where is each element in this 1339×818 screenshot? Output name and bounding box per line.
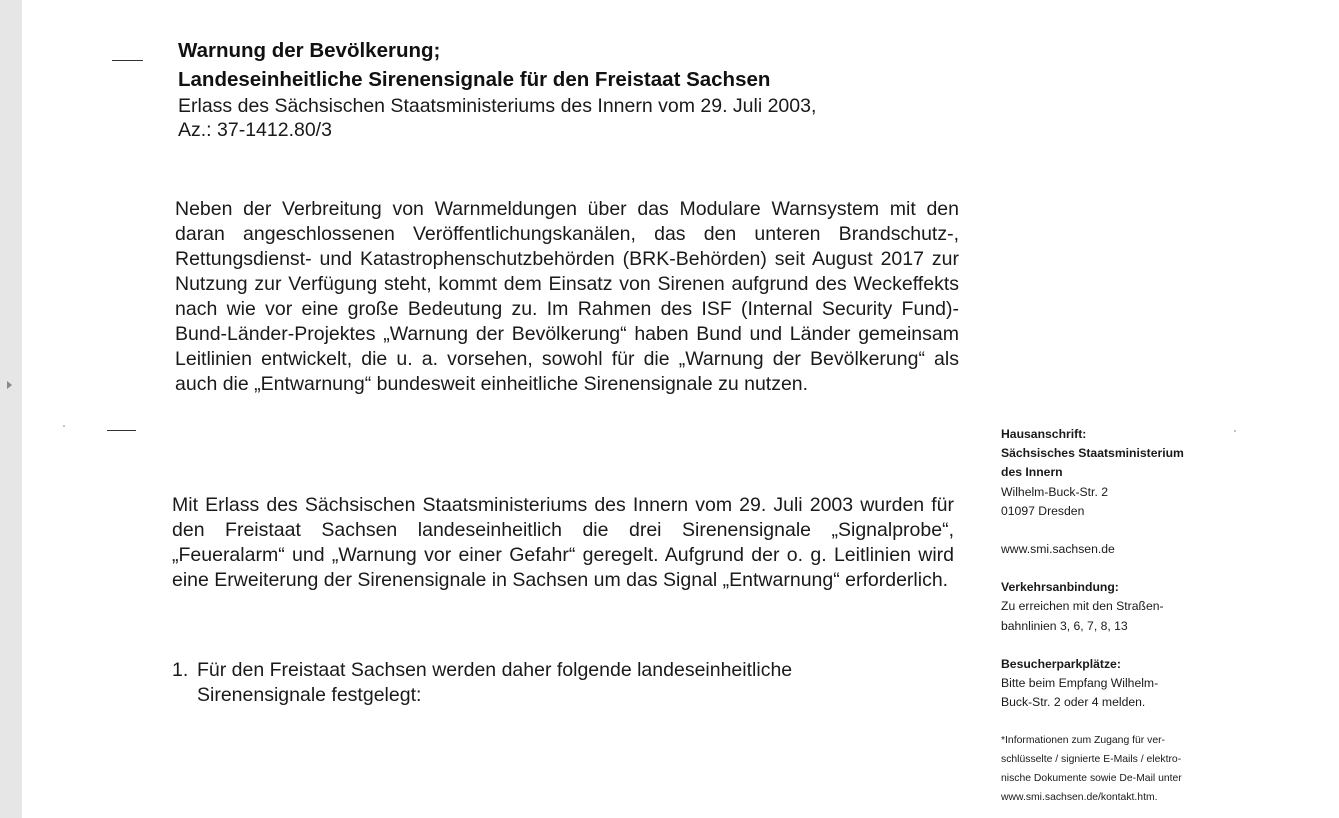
expand-arrow-icon[interactable] — [7, 381, 12, 389]
address-label: Hausanschrift: — [1001, 427, 1087, 441]
footnote-line: *Informationen zum Zugang für ver- — [1001, 735, 1166, 747]
transit-label: Verkehrsanbindung: — [1001, 580, 1119, 595]
document-header — [178, 36, 978, 142]
address-block — [1001, 425, 1241, 521]
title-line-1: Warnung der Bevölkerung; — [178, 39, 441, 62]
title-line-2: Landeseinheitliche Sirenensignale für den Freistaat Sachsen — [178, 68, 771, 91]
footnote-line: nische Dokumente sowie De-Mail unter — [1001, 773, 1182, 785]
footnote-line: schlüsselte / signierte E-Mails / elektro- — [1001, 754, 1182, 766]
parking-line: Bitte beim Empfang Wilhelm- — [1001, 676, 1159, 691]
transit-line: Zu erreichen mit den Straßen- — [1001, 599, 1164, 614]
parking-line: Buck-Str. 2 oder 4 melden. — [1001, 695, 1146, 710]
ministry-sidebar — [1001, 425, 1241, 807]
footnote-link[interactable]: www.smi.sachsen.de/kontakt.htm. — [1001, 792, 1158, 804]
decree-reference: Az.: 37-1412.80/3 — [178, 119, 332, 141]
list-item — [172, 658, 952, 708]
address-line: des Innern — [1001, 465, 1063, 480]
paragraph-1: Neben der Verbreitung von Warnmeldungen über das Modulare Warnsystem mit den daran angeschlossenen Veröffentlichungskanälen, das den unteren Brandschutz-, Rettungsdienst- und Katastrophenschutzbehörden (BRK-Behörden) seit August 2017 zur Nutzung zur Verfügung steht, kommt dem Einsatz von Sirenen aufgrund des Weckeffekts nach wie vor eine große Bedeutung zu. Im Rahmen des ISF (Internal Security Fund)-Bund-Länder-Projektes „Warnung der Bevölkerung“ haben Bund und Länder gemeinsam Leitlinien entwickelt, die u. a. vorsehen, sowohl für die „Warnung der Bevölkerung“ als auch die „Entwarnung“ bundesweit einheitliche Sirenensignale zu nutzen. — [175, 198, 959, 395]
website-block — [1001, 540, 1241, 559]
parking-label: Besucherparkplätze: — [1001, 656, 1121, 671]
website-link[interactable]: www.smi.sachsen.de — [1001, 542, 1115, 557]
paragraph-2: Mit Erlass des Sächsischen Staatsministeriums des Innern vom 29. Juli 2003 wurden für den Freistaat Sachsen landeseinheitlich die drei Sirenensignale „Signalprobe“, „Feueralarm“ und „Warnung vor einer Gefahr“ geregelt. Aufgrund der o. g. Leitlinien wird eine Erweiterung der Sirenensignale in Sachsen um das Signal „Entwarnung“ erforderlich. — [172, 494, 954, 591]
fold-mark-middle — [107, 430, 136, 431]
left-gutter — [0, 0, 22, 818]
list-item-text: Für den Freistaat Sachsen werden daher folgende landeseinheitliche Sirenensignale festgelegt: — [197, 659, 793, 706]
footnote-block — [1001, 731, 1241, 807]
list-item-number: 1. — [172, 659, 189, 681]
city: 01097 Dresden — [1001, 503, 1085, 518]
street: Wilhelm-Buck-Str. 2 — [1001, 484, 1108, 499]
parking-block — [1001, 655, 1241, 713]
transit-line: bahnlinien 3, 6, 7, 8, 13 — [1001, 618, 1128, 633]
transit-block — [1001, 578, 1241, 636]
fold-mark-top — [112, 60, 143, 61]
scan-speck — [63, 425, 65, 427]
address-line: Sächsisches Staatsministerium — [1001, 446, 1184, 461]
decree-line-1: Erlass des Sächsischen Staatsministeriums des Innern vom 29. Juli 2003, — [178, 95, 817, 117]
